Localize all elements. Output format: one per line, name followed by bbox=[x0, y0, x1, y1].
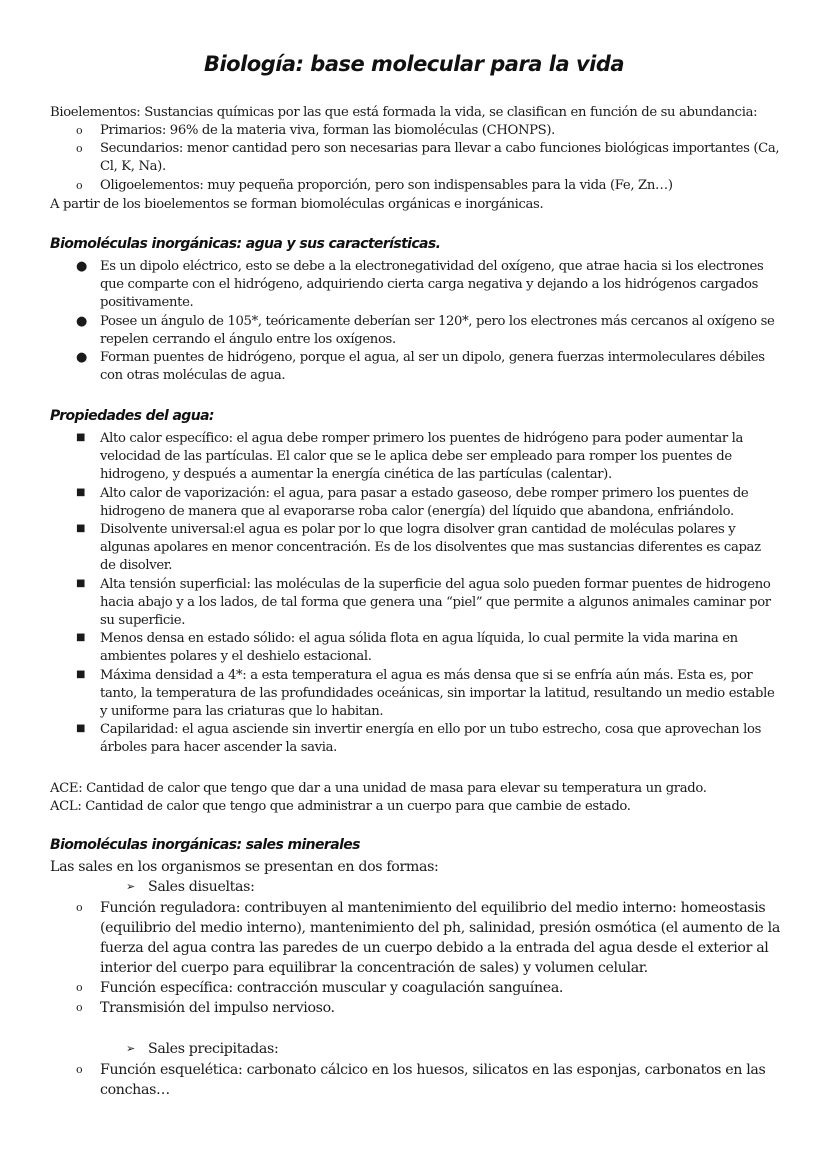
list-item-text: Alta tensión superficial: las moléculas de la superficie del agua solo pueden formar puentes de hidrogeno hacia abajo y a los lados, de tal forma que genera una “piel” que permite a algunos animales caminar por su superficie. bbox=[100, 576, 771, 629]
list-item bbox=[76, 667, 780, 722]
square-bullet-icon: ■ bbox=[76, 632, 86, 644]
bioelementos-list bbox=[76, 122, 780, 195]
list-item bbox=[76, 998, 780, 1018]
section-heading-propiedades: Propiedades del agua: bbox=[50, 408, 214, 424]
list-item-text: Función específica: contracción muscular y coagulación sanguínea. bbox=[100, 980, 564, 996]
list-item bbox=[76, 630, 780, 666]
bioelementos-outro: A partir de los bioelementos se forman biomoléculas orgánicas e inorgánicas. bbox=[50, 197, 544, 212]
agua-list bbox=[76, 258, 780, 385]
list-item-text: Alto calor específico: el agua debe romper primero los puentes de hidrógeno para poder aumentar la velocidad de las partículas. El calor que se le aplica debe ser empleado para romper los puentes de hidrogeno, y después a aumentar la energía cinética de las partículas (calentar). bbox=[100, 431, 744, 483]
square-bullet-icon: ■ bbox=[76, 486, 86, 498]
circle-bullet-icon: o bbox=[76, 142, 83, 156]
list-item-text: Capilaridad: el agua asciende sin invertir energía en ello por un tubo estrecho, cosa que aprovechan los árboles para hacer ascender la savia. bbox=[100, 722, 761, 756]
list-item-text: Primarios: 96% de la materia viva, forman las biomoléculas (CHONPS). bbox=[100, 123, 555, 138]
list-item-text: Transmisión del impulso nervioso. bbox=[100, 1000, 335, 1016]
sublist-label: Sales precipitadas: bbox=[148, 1041, 279, 1057]
circle-bullet-icon: o bbox=[76, 178, 83, 192]
sales-disueltas-label bbox=[126, 878, 255, 896]
page-title: Biología: base molecular para la vida bbox=[203, 52, 625, 76]
section-heading-agua: Biomoléculas inorgánicas: agua y sus características. bbox=[50, 236, 441, 252]
list-item bbox=[76, 898, 780, 978]
bioelementos-intro: Bioelementos: Sustancias químicas por las que está formada la vida, se clasifican en función de su abundancia: bbox=[50, 105, 758, 120]
list-item bbox=[76, 122, 780, 140]
list-item-text: Secundarios: menor cantidad pero son necesarias para llevar a cabo funciones biológicas importantes (Ca, Cl, K, Na). bbox=[100, 141, 780, 175]
sales-precipitadas-label bbox=[126, 1040, 279, 1058]
list-item bbox=[76, 349, 780, 385]
ace-definition: ACE: Cantidad de calor que tengo que dar a una unidad de masa para elevar su temperatura un grado. bbox=[50, 781, 707, 796]
list-item-text: Alto calor de vaporización: el agua, para pasar a estado gaseoso, debe romper primero los puentes de hidrogeno de manera que al evaporarse roba calor (energía) del líquido que abandona, enfriándolo. bbox=[100, 485, 749, 519]
list-item-text: Es un dipolo eléctrico, esto se debe a la electronegatividad del oxígeno, que atrae hacia si los electrones que comparte con el hidrógeno, adquiriendo cierta carga negativa y dejando a los hidrógenos cargados positivamente. bbox=[100, 259, 764, 311]
acl-definition: ACL: Cantidad de calor que tengo que administrar a un cuerpo para que cambie de estado. bbox=[50, 799, 631, 814]
square-bullet-icon: ■ bbox=[76, 432, 86, 443]
arrow-bullet-icon: ➢ bbox=[126, 1042, 135, 1055]
arrow-bullet-icon: ➢ bbox=[126, 880, 135, 893]
list-item bbox=[76, 721, 780, 757]
square-bullet-icon: ■ bbox=[76, 723, 86, 735]
list-item-text: Máxima densidad a 4*: a esta temperatura el agua es más densa que si se enfría aún más. Esta es, por tanto, la temperatura de las profundidades oceánicas, sin importar la latitud, resultando un medio estable y uniforme para las criaturas que lo habitan. bbox=[100, 667, 775, 720]
list-item bbox=[76, 1060, 780, 1100]
list-item bbox=[76, 485, 780, 521]
sales-disueltas-list bbox=[76, 898, 780, 1018]
list-item-text: Función esquelética: carbonato cálcico en los huesos, silicatos en las esponjas, carbonatos en las conchas… bbox=[100, 1062, 766, 1098]
list-item-text: Posee un ángulo de 105*, teóricamente deberían ser 120*, pero los electrones más cercanos al oxígeno se repelen cerrando el ángulo entre los oxígenos. bbox=[100, 313, 775, 347]
circle-bullet-icon: o bbox=[76, 1063, 83, 1076]
list-item bbox=[76, 576, 780, 631]
list-item-text: Oligoelementos: muy pequeña proporción, pero son indispensables para la vida (Fe, Zn…) bbox=[100, 177, 673, 193]
list-item-text: Función reguladora: contribuyen al mantenimiento del equilibrio del medio interno: homeostasis (equilibrio del medio interno), mantenimiento del ph, salinidad, presión osmótica (el aumento de la fuerza del agua contra las paredes de un cuerpo debido a la entrada del agua desde el exterior al interior del cuerpo para equilibrar la concentración de sales) y volumen celular. bbox=[100, 900, 780, 976]
square-bullet-icon: ■ bbox=[76, 577, 86, 589]
square-bullet-icon: ■ bbox=[76, 523, 86, 535]
bullet-dot-icon: ● bbox=[76, 259, 87, 274]
list-item bbox=[76, 430, 780, 485]
circle-bullet-icon: o bbox=[76, 1001, 83, 1014]
circle-bullet-icon: o bbox=[76, 124, 83, 137]
bullet-dot-icon: ● bbox=[76, 350, 87, 366]
sales-intro: Las sales en los organismos se presentan en dos formas: bbox=[50, 859, 439, 875]
circle-bullet-icon: o bbox=[76, 981, 83, 994]
propiedades-list bbox=[76, 430, 780, 758]
sublist-label: Sales disueltas: bbox=[148, 879, 255, 895]
list-item bbox=[76, 140, 780, 176]
list-item bbox=[76, 521, 780, 576]
circle-bullet-icon: o bbox=[76, 901, 83, 914]
list-item-text: Menos densa en estado sólido: el agua sólida flota en agua líquida, lo cual permite la vida marina en ambientes polares y el deshielo estacional. bbox=[100, 631, 738, 665]
square-bullet-icon: ■ bbox=[76, 668, 86, 680]
list-item bbox=[76, 258, 780, 313]
list-item-text: Disolvente universal:el agua es polar por lo que logra disolver gran cantidad de moléculas polares y algunas apolares en menor concentración. Es de los disolventes que mas sustancias diferentes es capaz de disolver. bbox=[100, 522, 761, 574]
bullet-dot-icon: ● bbox=[76, 313, 87, 329]
list-item bbox=[76, 177, 780, 195]
list-item bbox=[76, 978, 780, 998]
sales-precipitadas-list bbox=[76, 1060, 780, 1100]
list-item bbox=[76, 313, 780, 349]
section-heading-sales: Biomoléculas inorgánicas: sales minerales bbox=[50, 837, 360, 853]
list-item-text: Forman puentes de hidrógeno, porque el agua, al ser un dipolo, genera fuerzas intermoleculares débiles con otras moléculas de agua. bbox=[100, 350, 765, 384]
